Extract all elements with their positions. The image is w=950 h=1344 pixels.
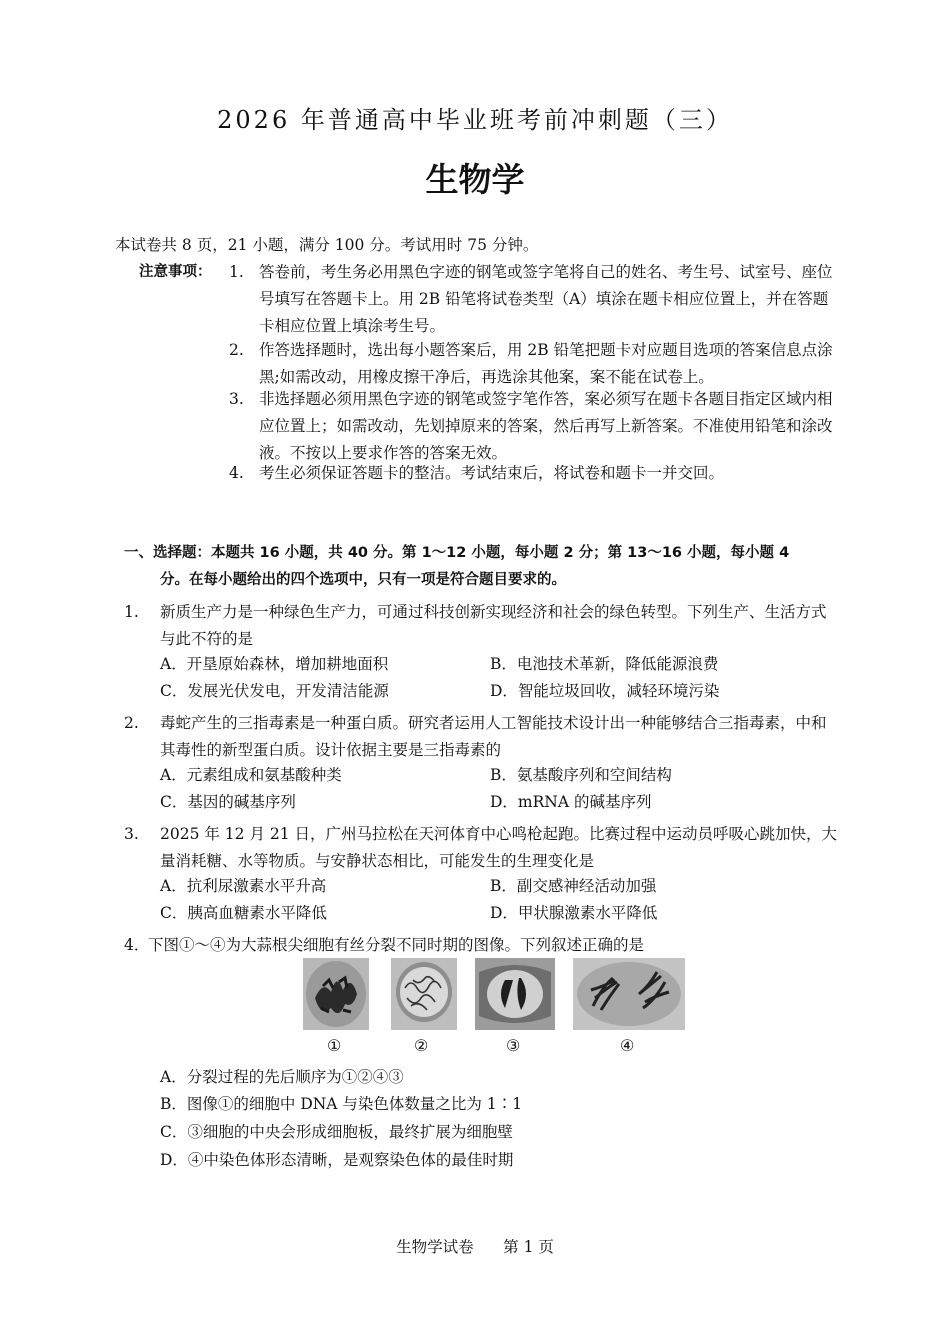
option-d: D．④中染色体形态清晰，是观察染色体的最佳时期 [160,1151,514,1169]
exam-intro: 本试卷共 8 页，21 小题，满分 100 分。考试用时 75 分钟。 [115,236,539,254]
option-c: C．发展光伏发电，开发清洁能源 [160,682,389,700]
option-b: B．副交感神经活动加强 [490,877,657,895]
figure-label: ② [414,1036,429,1055]
question-stem: 新质生产力是一种绿色生产力，可通过科技创新实现经济和社会的绿色转型。下列生产、生活方式与此不符的是 [160,603,827,648]
option-d: D．mRNA 的碱基序列 [490,793,652,811]
footer-page-prefix: 第 [503,1238,519,1256]
cell-image-2 [391,958,457,1030]
question-number: 3. [124,825,139,843]
note-text: 考生必须保证答题卡的整洁。考试结束后，将试卷和题卡一并交回。 [259,464,725,482]
figure-label: ③ [506,1036,521,1055]
option-a: A．抗利尿激素水平升高 [160,877,327,895]
option-b: B．氨基酸序列和空间结构 [490,766,672,784]
question-stem: 2025 年 12 月 21 日，广州马拉松在天河体育中心鸣枪起跑。比赛过程中运动员呼吸心跳加快，大量消耗糖、水等物质。与安静状态相比，可能发生的生理变化是 [160,825,838,870]
option-c: C．③细胞的中央会形成细胞板，最终扩展为细胞壁 [160,1123,513,1141]
footer-page-number: 1 [523,1238,534,1256]
figure-label: ④ [620,1036,635,1055]
option-a: A．开垦原始森林，增加耕地面积 [160,655,389,673]
option-b: B．图像①的细胞中 DNA 与染色体数量之比为 1∶1 [160,1095,523,1113]
option-c: C．基因的碱基序列 [160,793,296,811]
note-text: 作答选择题时，选出每小题答案后，用 2B 铅笔把题卡对应题目选项的答案信息点涂黑;如需改动，用橡皮擦干净后，再选涂其他案，案不能在试卷上。 [259,341,833,386]
section-heading-cont: 分。在每小题给出的四个选项中，只有一项是符合题目要求的。 [160,572,566,588]
subject-title: 生物学 [425,160,525,199]
cell-image-4 [573,958,685,1030]
cell-image-3 [475,958,555,1030]
question-number: 2. [124,714,139,732]
option-c: C．胰高血糖素水平降低 [160,904,327,922]
option-b: B．电池技术革新，降低能源浪费 [490,655,719,673]
footer-paper-name: 生物学试卷 [396,1238,474,1256]
question-number: 1. [124,603,139,621]
cell-image-1 [303,958,369,1030]
question-stem: 毒蛇产生的三指毒素是一种蛋白质。研究者运用人工智能技术设计出一种能够结合三指毒素，中和其毒性的新型蛋白质。设计依据主要是三指毒素的 [160,714,827,759]
option-a: A．分裂过程的先后顺序为①②④③ [160,1068,404,1086]
footer-page-suffix: 页 [538,1238,554,1256]
note-num: 2. [229,341,244,359]
note-num: 4. [229,464,244,482]
question-number: 4． [124,936,150,954]
note-text: 答卷前，考生务必用黑色字迹的钢笔或签字笔将自己的姓名、考生号、试室号、座位号填写在答题卡上。用 2B 铅笔将试卷类型（A）填涂在题卡相应位置上，并在答题卡相应位置上填涂考生号。 [259,263,833,335]
option-a: A．元素组成和氨基酸种类 [160,766,342,784]
option-d: D．智能垃圾回收，减轻环境污染 [490,682,720,700]
note-text: 非选择题必须用黑色字迹的钢笔或签字笔作答，案必须写在题卡各题目指定区域内相应位置上；如需改动，先划掉原来的答案，然后再写上新答案。不准使用铅笔和涂改液。不按以上要求作答的答案无效。 [259,390,833,462]
section-heading: 一、选择题：本题共 16 小题，共 40 分。第 1～12 小题，每小题 2 分；第 13～16 小题，每小题 4 [124,545,790,561]
figure-label: ① [327,1036,342,1055]
exam-title: 2026 年普通高中毕业班考前冲刺题（三） [217,106,733,134]
note-num: 1. [229,263,244,281]
notes-label: 注意事项： [139,264,212,280]
page-footer [0,1235,950,1257]
question-stem: 下图①～④为大蒜根尖细胞有丝分裂不同时期的图像。下列叙述正确的是 [148,936,645,954]
mitosis-figure [303,958,685,1030]
option-d: D．甲状腺激素水平降低 [490,904,658,922]
note-num: 3. [229,390,244,408]
